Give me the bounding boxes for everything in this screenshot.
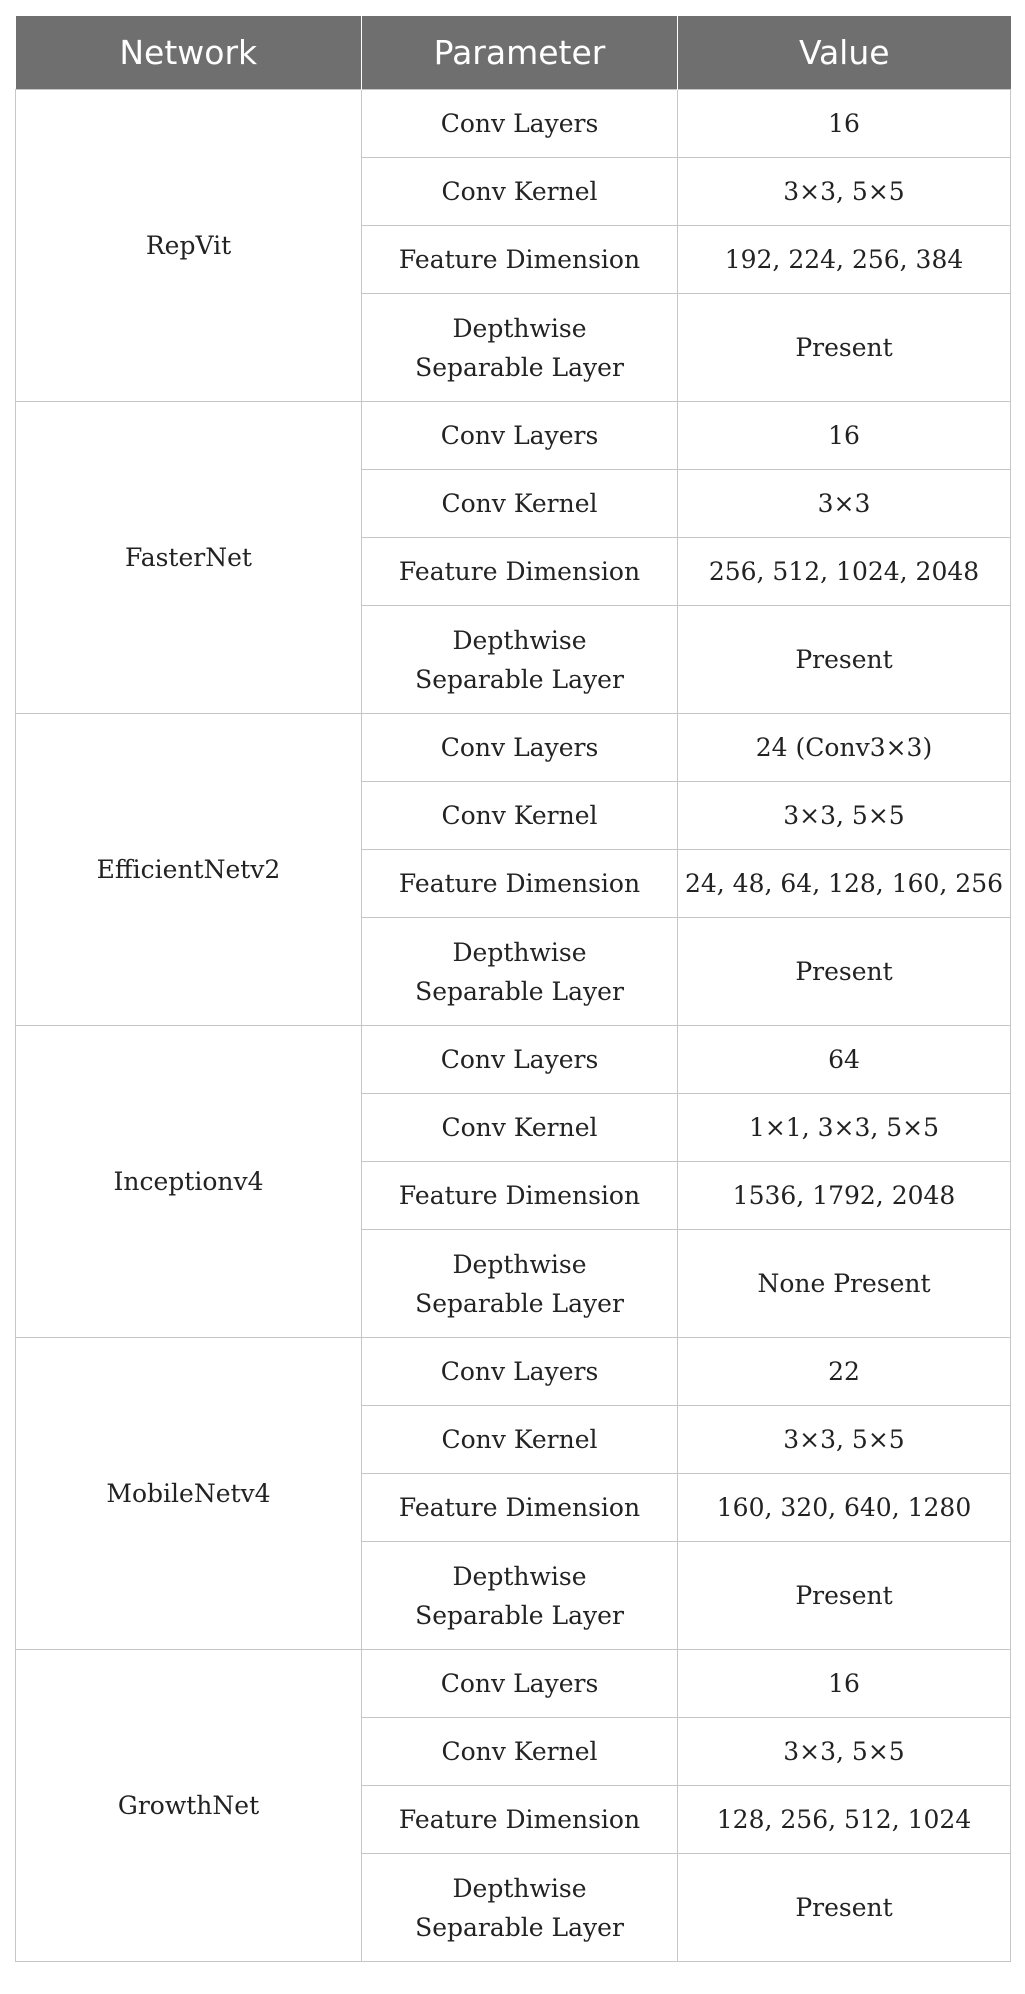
parameter-cell: Depthwise Separable Layer (362, 606, 678, 714)
parameter-cell: Depthwise Separable Layer (362, 1854, 678, 1962)
value-cell: 1×1, 3×3, 5×5 (678, 1094, 1011, 1162)
value-cell: Present (678, 918, 1011, 1026)
parameter-cell: Feature Dimension (362, 850, 678, 918)
value-cell: 16 (678, 1650, 1011, 1718)
parameter-cell: Conv Kernel (362, 1718, 678, 1786)
network-name-cell: GrowthNet (16, 1650, 362, 1962)
parameter-cell: Conv Layers (362, 1650, 678, 1718)
value-cell: 22 (678, 1338, 1011, 1406)
value-cell: 3×3, 5×5 (678, 782, 1011, 850)
value-cell: 16 (678, 90, 1011, 158)
parameter-cell: Depthwise Separable Layer (362, 1230, 678, 1338)
network-name-cell: Inceptionv4 (16, 1026, 362, 1338)
value-cell: 1536, 1792, 2048 (678, 1162, 1011, 1230)
value-cell: 160, 320, 640, 1280 (678, 1474, 1011, 1542)
parameter-cell: Conv Layers (362, 1026, 678, 1094)
header-network: Network (16, 16, 362, 90)
table-row (16, 1650, 1011, 1718)
network-name-cell: MobileNetv4 (16, 1338, 362, 1650)
parameter-cell: Depthwise Separable Layer (362, 294, 678, 402)
network-parameters-table (15, 16, 1011, 1962)
parameter-cell: Depthwise Separable Layer (362, 918, 678, 1026)
parameter-cell: Conv Kernel (362, 1406, 678, 1474)
value-cell: 192, 224, 256, 384 (678, 226, 1011, 294)
value-cell: 64 (678, 1026, 1011, 1094)
network-name-cell: EfficientNetv2 (16, 714, 362, 1026)
value-cell: 3×3, 5×5 (678, 1718, 1011, 1786)
parameter-cell: Depthwise Separable Layer (362, 1542, 678, 1650)
value-cell: Present (678, 294, 1011, 402)
parameter-cell: Feature Dimension (362, 1474, 678, 1542)
value-cell: 3×3 (678, 470, 1011, 538)
value-cell: 256, 512, 1024, 2048 (678, 538, 1011, 606)
value-cell: 24 (Conv3×3) (678, 714, 1011, 782)
table-row (16, 402, 1011, 470)
table-row (16, 1026, 1011, 1094)
header-row (16, 16, 1011, 90)
parameter-cell: Conv Kernel (362, 782, 678, 850)
parameter-cell: Conv Layers (362, 714, 678, 782)
network-name-cell: RepVit (16, 90, 362, 402)
table-row (16, 714, 1011, 782)
table-row (16, 1338, 1011, 1406)
value-cell: 16 (678, 402, 1011, 470)
parameter-cell: Conv Kernel (362, 158, 678, 226)
parameter-cell: Feature Dimension (362, 1162, 678, 1230)
network-name-cell: FasterNet (16, 402, 362, 714)
parameter-cell: Feature Dimension (362, 1786, 678, 1854)
parameter-cell: Conv Kernel (362, 1094, 678, 1162)
value-cell: 128, 256, 512, 1024 (678, 1786, 1011, 1854)
parameter-cell: Conv Layers (362, 402, 678, 470)
network-parameters-table-container (15, 16, 1010, 1962)
table-row (16, 90, 1011, 158)
value-cell: 3×3, 5×5 (678, 158, 1011, 226)
parameter-cell: Conv Layers (362, 1338, 678, 1406)
table-body (16, 90, 1011, 1962)
value-cell: 24, 48, 64, 128, 160, 256 (678, 850, 1011, 918)
header-value: Value (678, 16, 1011, 90)
table-header (16, 16, 1011, 90)
header-parameter: Parameter (362, 16, 678, 90)
value-cell: Present (678, 1542, 1011, 1650)
value-cell: Present (678, 1854, 1011, 1962)
value-cell: None Present (678, 1230, 1011, 1338)
value-cell: Present (678, 606, 1011, 714)
value-cell: 3×3, 5×5 (678, 1406, 1011, 1474)
parameter-cell: Feature Dimension (362, 538, 678, 606)
parameter-cell: Feature Dimension (362, 226, 678, 294)
parameter-cell: Conv Layers (362, 90, 678, 158)
parameter-cell: Conv Kernel (362, 470, 678, 538)
